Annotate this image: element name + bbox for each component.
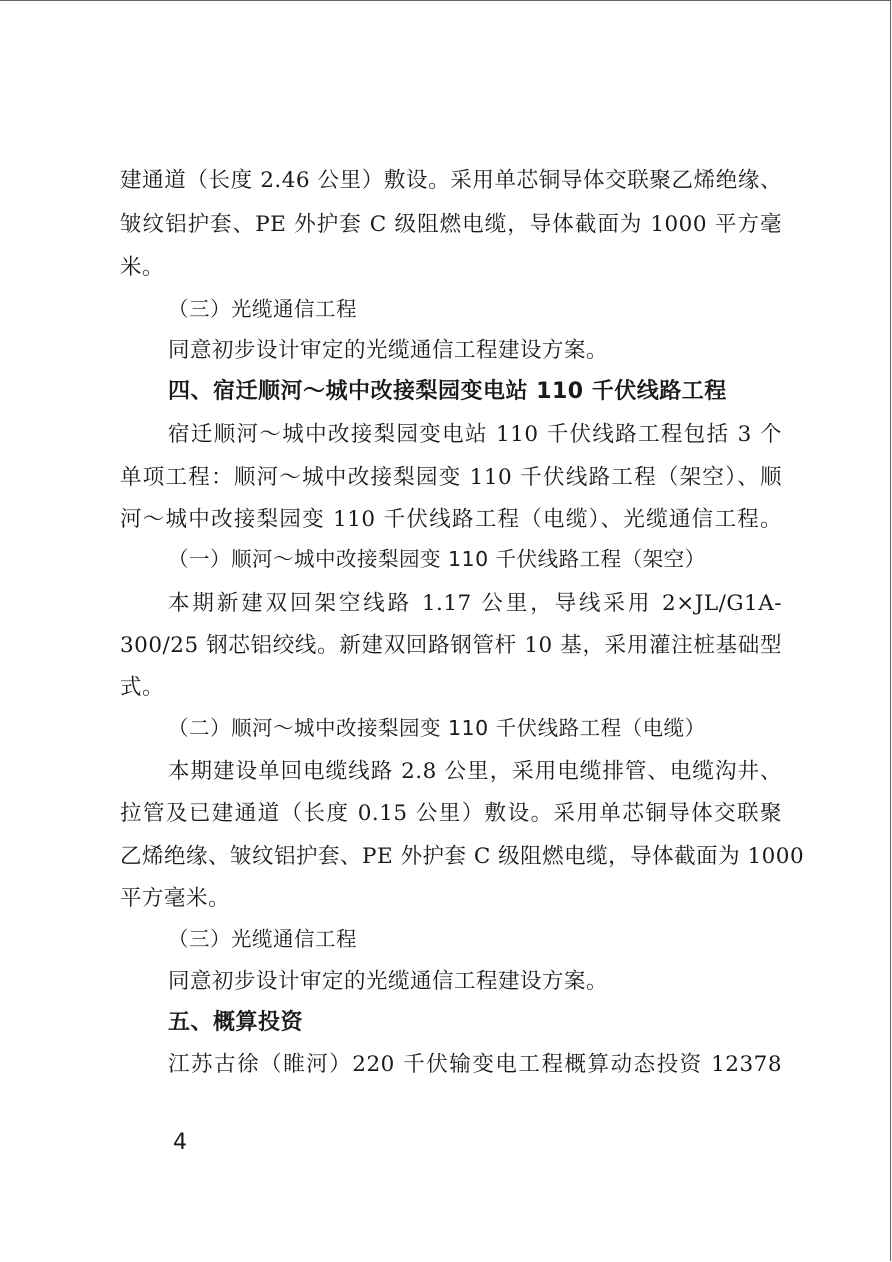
text-line: 同意初步设计审定的光缆通信工程建设方案。 [168,338,609,363]
text-line: 单项工程：顺河～城中改接梨园变 110 千伏线路工程（架空）、顺 [120,465,782,490]
text-line: 同意初步设计审定的光缆通信工程建设方案。 [168,969,609,994]
text-line: 拉管及已建通道（长度 0.15 公里）敷设。采用单芯铜导体交联聚 [120,801,782,826]
section-subheading: （三）光缆通信工程 [168,927,357,951]
text-line: 300/25 钢芯铝绞线。新建双回路钢管杆 10 基，采用灌注桩基础型 [120,633,782,658]
text-line: 宿迁顺河～城中改接梨园变电站 110 千伏线路工程包括 3 个 [168,422,782,447]
text-line: 米。 [120,255,165,280]
text-line: 建通道（长度 2.46 公里）敷设。采用单芯铜导体交联聚乙烯绝缘、 [120,168,782,193]
section-subheading: （二）顺河～城中改接梨园变 110 千伏线路工程（电缆） [168,716,706,740]
text-line: 江苏古徐（睢河）220 千伏输变电工程概算动态投资 12378 [168,1052,782,1077]
text-line: 本期建设单回电缆线路 2.8 公里，采用电缆排管、电缆沟井、 [168,759,782,784]
section-subheading: （一）顺河～城中改接梨园变 110 千伏线路工程（架空） [168,547,706,571]
page-number: 4 [173,1130,187,1155]
text-line: 本期新建双回架空线路 1.17 公里，导线采用 2×JL/G1A- [168,591,782,616]
text-line: 河～城中改接梨园变 110 千伏线路工程（电缆）、光缆通信工程。 [120,507,782,532]
section-heading: 四、宿迁顺河～城中改接梨园变电站 110 千伏线路工程 [168,379,727,404]
text-line: 皱纹铝护套、PE 外护套 C 级阻燃电缆，导体截面为 1000 平方毫 [120,212,782,237]
text-line: 平方毫米。 [120,886,231,911]
section-heading: 五、概算投资 [168,1010,304,1035]
text-line: 式。 [120,675,165,700]
text-line: 乙烯绝缘、皱纹铝护套、PE 外护套 C 级阻燃电缆，导体截面为 1000 [120,844,805,869]
section-subheading: （三）光缆通信工程 [168,297,357,321]
